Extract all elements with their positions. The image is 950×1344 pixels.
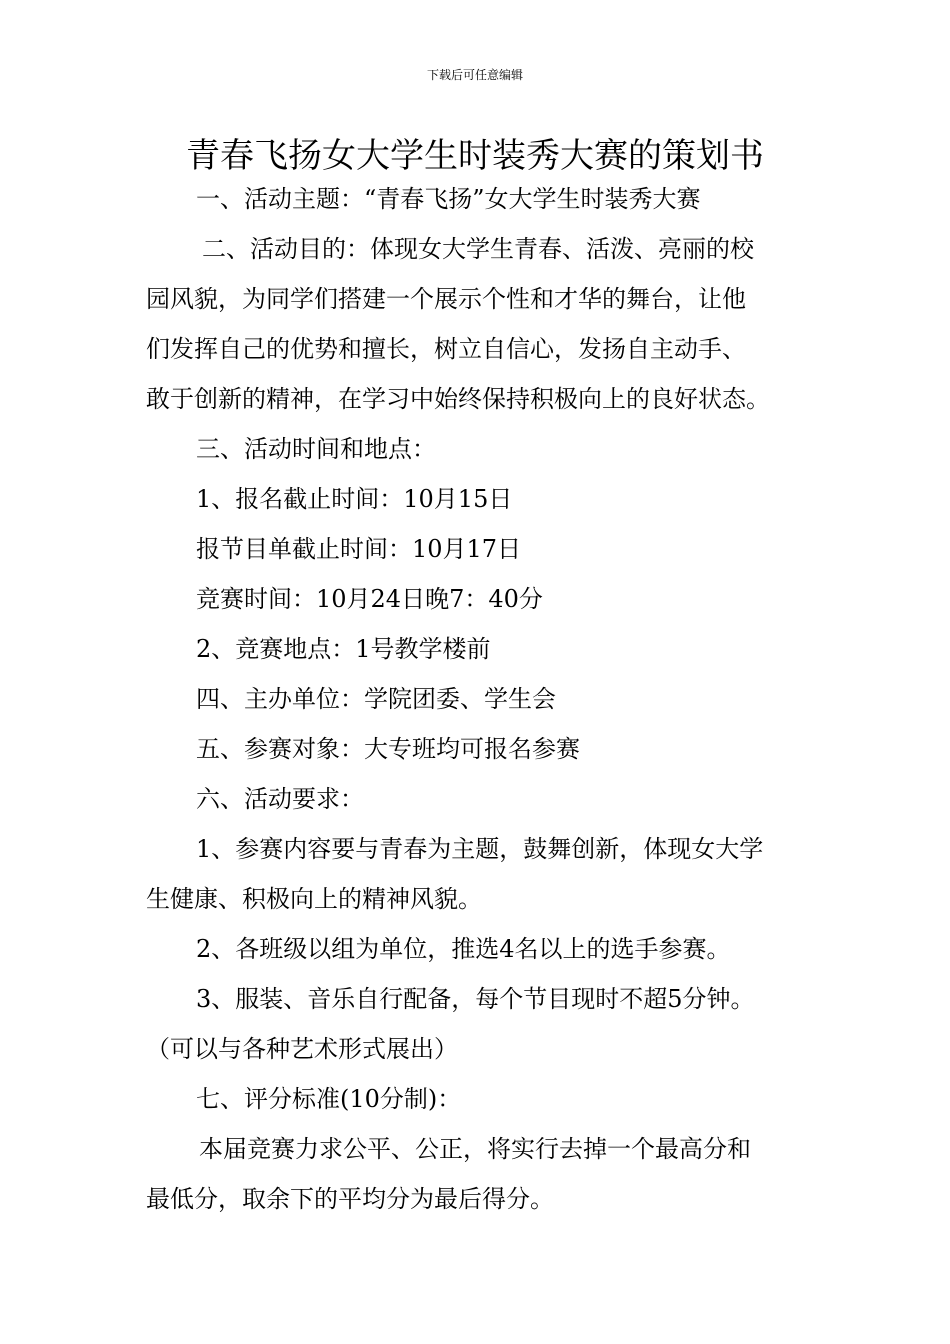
program-deadline: 报节目单截止时间：10月17日 — [196, 535, 522, 563]
section-6-requirements: 六、活动要求： — [196, 785, 364, 813]
competition-venue: 2、竞赛地点：1号教学楼前 — [196, 635, 491, 663]
competition-time: 竞赛时间：10月24日晚7：40分 — [196, 585, 543, 613]
document-title: 青春飞扬女大学生时装秀大赛的策划书 — [186, 136, 764, 176]
section-2-purpose-line-2: 园风貌，为同学们搭建一个展示个性和才华的舞台，让他 — [146, 285, 746, 313]
section-1-theme: 一、活动主题：“青春飞扬”女大学生时装秀大赛 — [196, 185, 701, 213]
scoring-line-2: 最低分，取余下的平均分为最后得分。 — [146, 1185, 554, 1213]
section-7-scoring: 七、评分标准(10分制)： — [196, 1085, 462, 1113]
section-2-purpose-line-1: 二、活动目的：体现女大学生青春、活泼、亮丽的校 — [202, 235, 754, 263]
document-body — [146, 174, 810, 1224]
section-3-time-place: 三、活动时间和地点： — [196, 435, 436, 463]
requirement-3-line-1: 3、服装、音乐自行配备，每个节目现时不超5分钟。 — [196, 985, 755, 1013]
requirement-1-line-1: 1、参赛内容要与青春为主题，鼓舞创新，体现女大学 — [196, 835, 764, 863]
section-4-organizer: 四、主办单位：学院团委、学生会 — [196, 685, 556, 713]
requirement-1-line-2: 生健康、积极向上的精神风貌。 — [146, 885, 482, 913]
header-note: 下载后可任意编辑 — [426, 68, 523, 82]
section-2-purpose-line-3: 们发挥自己的优势和擅长，树立自信心，发扬自主动手、 — [146, 335, 746, 363]
scoring-line-1: 本届竞赛力求公平、公正，将实行去掉一个最高分和 — [199, 1135, 751, 1163]
section-2-purpose-line-4: 敢于创新的精神，在学习中始终保持积极向上的良好状态。 — [146, 385, 770, 413]
section-5-participants: 五、参赛对象：大专班均可报名参赛 — [196, 735, 580, 763]
requirement-3-line-2: （可以与各种艺术形式展出） — [146, 1035, 458, 1063]
registration-deadline: 1、报名截止时间：10月15日 — [196, 485, 513, 513]
requirement-2: 2、各班级以组为单位，推选4名以上的选手参赛。 — [196, 935, 731, 963]
